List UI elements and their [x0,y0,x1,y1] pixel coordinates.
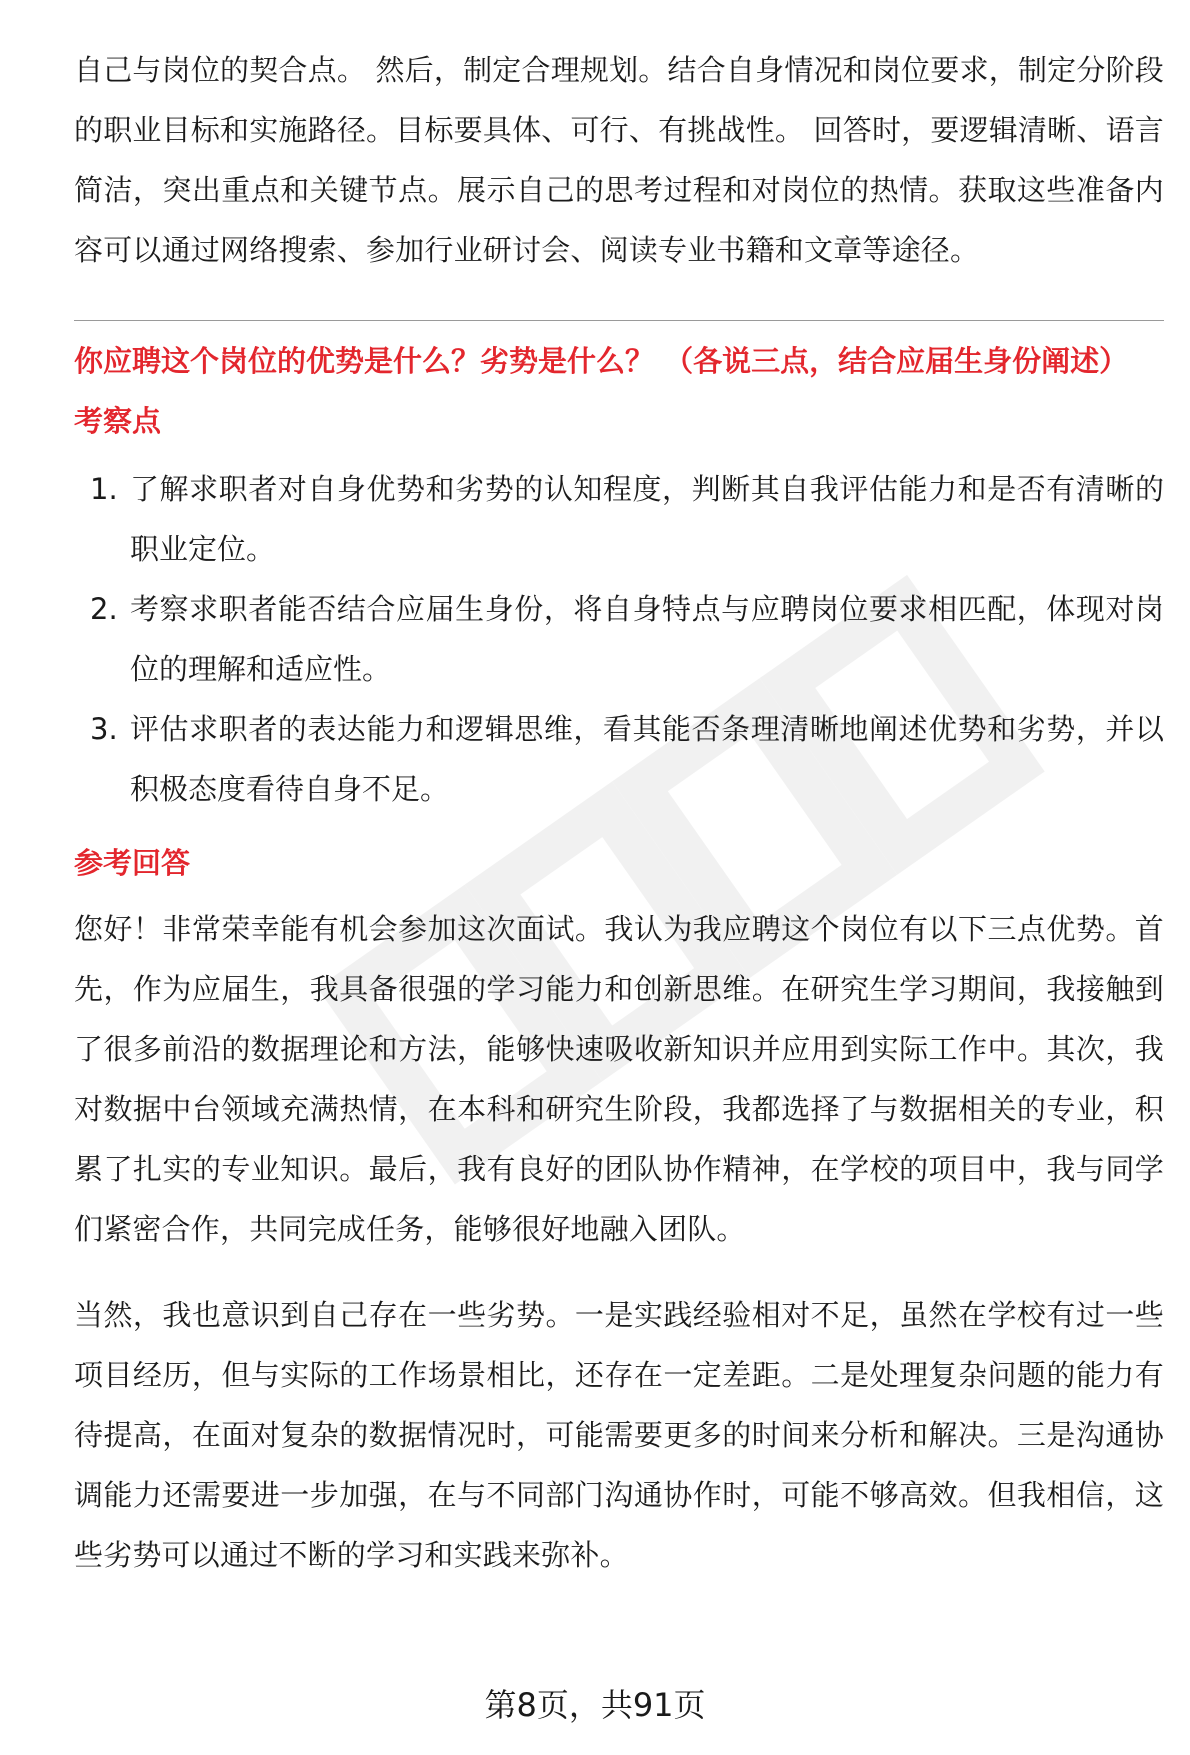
document-content [74,40,1164,1585]
list-item-text: 评估求职者的表达能力和逻辑思维，看其能否条理清晰地阐述优势和劣势，并以积极态度看待自身不足。 [130,712,1164,806]
list-item [74,579,1164,699]
focus-heading: 考察点 [74,404,162,438]
list-item-number: 2. [90,592,118,626]
list-item [74,459,1164,579]
list-item-text: 了解求职者对自身优势和劣势的认知程度，判断其自我评估能力和是否有清晰的职业定位。 [130,472,1164,566]
page-footer: 第8页，共91页 [484,1686,706,1724]
focus-points-list [74,459,1164,819]
list-item-text: 考察求职者能否结合应届生身份，将自身特点与应聘岗位要求相匹配，体现对岗位的理解和适应性。 [130,592,1164,686]
list-item-number: 1. [90,472,118,506]
answer-paragraph: 您好！非常荣幸能有机会参加这次面试。我认为我应聘这个岗位有以下三点优势。首先，作为应届生，我具备很强的学习能力和创新思维。在研究生学习期间，我接触到了很多前沿的数据理论和方法，能够快速吸收新知识并应用到实际工作中。其次，我对数据中台领域充满热情，在本科和研究生阶段，我都选择了与数据相关的专业，积累了扎实的专业知识。最后，我有良好的团队协作精神，在学校的项目中，我与同学们紧密合作，共同完成任务，能够很好地融入团队。 [74,912,1164,1246]
list-item-number: 3. [90,712,118,746]
intro-paragraph: 自己与岗位的契合点。 然后，制定合理规划。结合自身情况和岗位要求，制定分阶段的职业目标和实施路径。目标要具体、可行、有挑战性。 回答时，要逻辑清晰、语言简洁，突出重点和关键节点。展示自己的思考过程和对岗位的热情。获取这些准备内容可以通过网络搜索、参加行业研讨会、阅读专业书籍和文章等途径。 [74,53,1164,267]
answer-paragraph: 当然，我也意识到自己存在一些劣势。一是实践经验相对不足，虽然在学校有过一些项目经历，但与实际的工作场景相比，还存在一定差距。二是处理复杂问题的能力有待提高，在面对复杂的数据情况时，可能需要更多的时间来分析和解决。三是沟通协调能力还需要进一步加强，在与不同部门沟通协作时，可能不够高效。但我相信，这些劣势可以通过不断的学习和实践来弥补。 [74,1298,1164,1572]
list-item [74,699,1164,819]
answer-heading: 参考回答 [74,846,191,880]
question-heading: 你应聘这个岗位的优势是什么？劣势是什么？ （各说三点，结合应届生身份阐述） [74,344,1129,378]
